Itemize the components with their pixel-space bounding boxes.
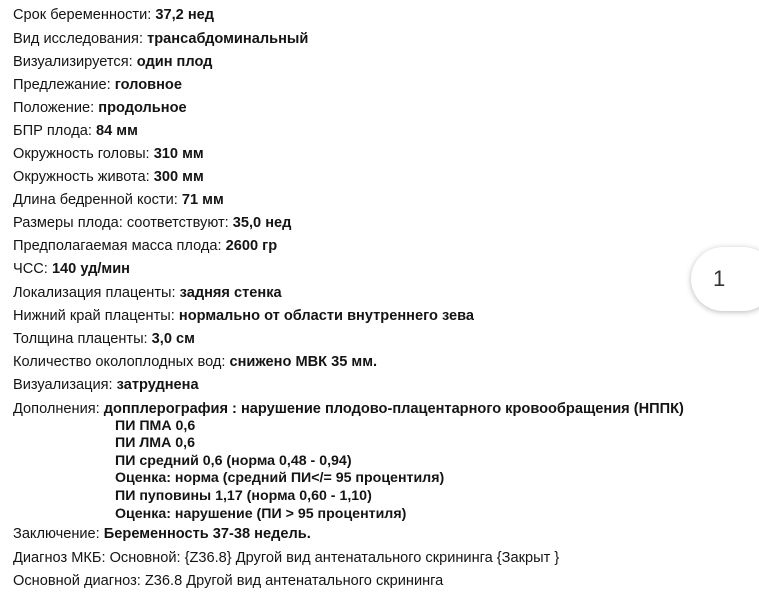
row-label: Длина бедренной кости: bbox=[13, 192, 178, 208]
row-value: затруднена bbox=[116, 377, 199, 393]
row-value: снижено МВК 35 мм. bbox=[229, 354, 378, 370]
row-value: 84 мм bbox=[95, 123, 138, 139]
doppler-line: ПИ ЛМА 0,6 bbox=[115, 435, 196, 451]
row-label: Количество околоплодных вод: bbox=[13, 354, 226, 370]
row-value: 71 мм bbox=[181, 192, 224, 208]
report-row bbox=[13, 99, 187, 117]
report-row bbox=[13, 168, 204, 186]
row-value: 35,0 нед bbox=[232, 215, 292, 231]
doppler-line: ПИ пуповины 1,17 (норма 0,60 - 1,10) bbox=[115, 488, 372, 504]
main-diagnosis: Основной диагноз: Z36.8 Другой вид антенатального скрининга bbox=[13, 573, 444, 589]
page-number: 1 bbox=[713, 266, 726, 291]
doppler-line: Оценка: норма (средний ПИ</= 95 процентиля) bbox=[115, 470, 445, 486]
row-label: ЧСС: bbox=[13, 261, 48, 277]
row-value: 310 мм bbox=[153, 146, 204, 162]
row-label: Предлежание: bbox=[13, 77, 111, 93]
report-row bbox=[13, 237, 277, 255]
row-label: Визуализируется: bbox=[13, 54, 133, 70]
row-label: Дополнения: bbox=[13, 401, 100, 417]
row-value: 3,0 см bbox=[151, 331, 195, 347]
report-row bbox=[13, 53, 212, 71]
report-row bbox=[13, 376, 199, 394]
row-value: 37,2 нед bbox=[155, 7, 215, 23]
report-row bbox=[13, 214, 291, 232]
row-value: один плод bbox=[136, 54, 213, 70]
report-row bbox=[13, 191, 224, 209]
report-row bbox=[13, 330, 195, 348]
row-label: БПР плода: bbox=[13, 123, 92, 139]
row-label: Визуализация: bbox=[13, 377, 113, 393]
row-label: Размеры плода: соответствуют: bbox=[13, 215, 229, 231]
row-value: допплерография : нарушение плодово-плацентарного кровообращения (НППК) bbox=[103, 401, 684, 417]
row-value: трансабдоминальный bbox=[147, 31, 309, 47]
row-value: 140 уд/мин bbox=[51, 261, 130, 277]
mkb-diagnosis: Диагноз МКБ: Основной: {Z36.8} Другой вид антенатального скрининга {Закрыт } bbox=[13, 550, 560, 566]
report-row bbox=[13, 145, 204, 163]
report-row bbox=[13, 284, 282, 302]
page-number-badge[interactable] bbox=[691, 247, 759, 311]
report-row bbox=[13, 76, 182, 94]
row-label: Окружность живота: bbox=[13, 169, 150, 185]
doppler-line: Оценка: нарушение (ПИ > 95 процентиля) bbox=[115, 506, 407, 522]
row-label: Нижний край плаценты: bbox=[13, 308, 175, 324]
row-label: Окружность головы: bbox=[13, 146, 150, 162]
row-value: продольное bbox=[98, 100, 187, 116]
report-row bbox=[13, 353, 377, 371]
row-label: Положение: bbox=[13, 100, 95, 116]
report-row bbox=[13, 260, 130, 278]
row-value: головное bbox=[114, 77, 182, 93]
doppler-line: ПИ средний 0,6 (норма 0,48 - 0,94) bbox=[115, 453, 352, 469]
report-row-additions bbox=[13, 400, 684, 418]
report-row bbox=[13, 30, 308, 48]
row-value: 300 мм bbox=[153, 169, 204, 185]
doppler-line: ПИ ПМА 0,6 bbox=[115, 418, 196, 434]
row-label: Локализация плаценты: bbox=[13, 285, 176, 301]
report-row bbox=[13, 122, 138, 140]
row-label: Срок беременности: bbox=[13, 7, 152, 23]
row-value: 2600 гр bbox=[225, 238, 278, 254]
row-value: задняя стенка bbox=[179, 285, 282, 301]
report-row bbox=[13, 307, 474, 325]
row-label: Вид исследования: bbox=[13, 31, 144, 47]
row-label: Толщина плаценты: bbox=[13, 331, 148, 347]
row-value: нормально от области внутреннего зева bbox=[178, 308, 475, 324]
conclusion-value: Беременность 37-38 недель. bbox=[103, 526, 311, 542]
row-label: Предполагаемая масса плода: bbox=[13, 238, 222, 254]
conclusion-label: Заключение: bbox=[13, 526, 100, 542]
conclusion bbox=[13, 525, 311, 543]
report-row bbox=[13, 6, 214, 24]
